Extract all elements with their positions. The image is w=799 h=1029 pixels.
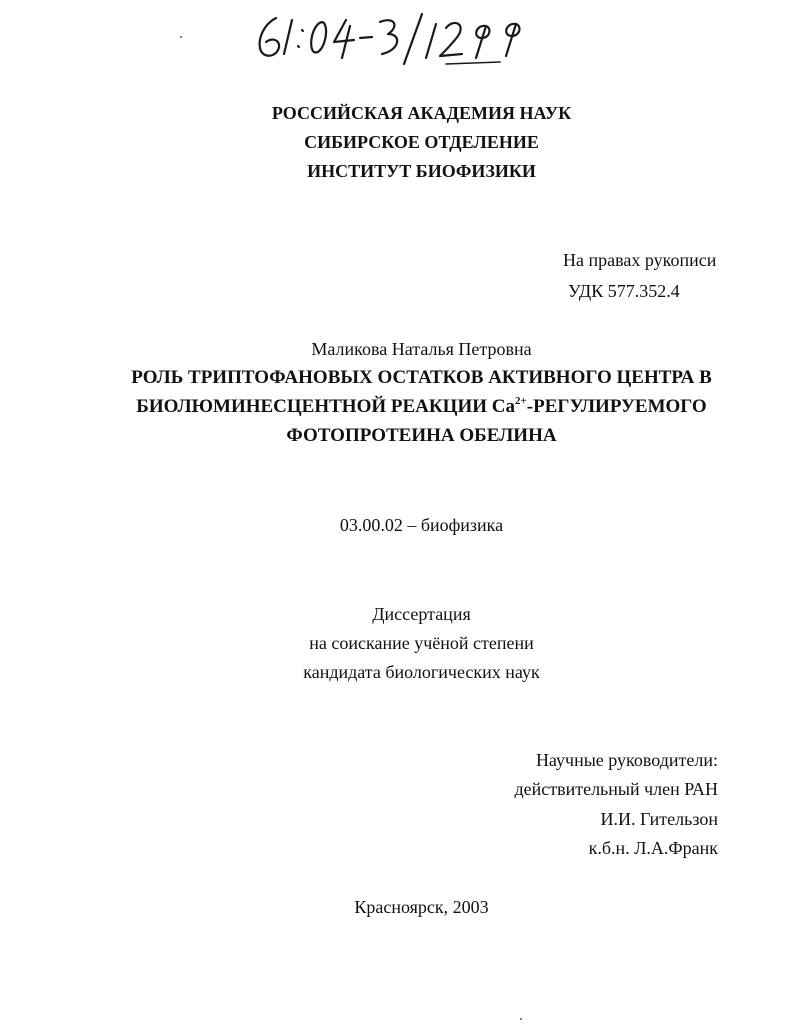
city-year: Красноярск, 2003 [354, 897, 489, 917]
scan-speck [180, 36, 182, 38]
supervisor-name-1: И.И. Гительзон [600, 809, 718, 829]
supervisor-title: действительный член РАН [514, 779, 718, 799]
manuscript-rights: На правах рукописи [563, 250, 717, 270]
scan-speck [520, 1018, 522, 1020]
dissertation-degree-line: на соискание учёной степени [309, 633, 534, 653]
institution-line-2: СИБИРСКОЕ ОТДЕЛЕНИЕ [304, 132, 539, 152]
author-name: Маликова Наталья Петровна [311, 339, 532, 359]
title-line-3: ФОТОПРОТЕИНА ОБЕЛИНА [286, 425, 557, 446]
udc-code: УДК 577.352.4 [568, 281, 680, 301]
title-line-1: РОЛЬ ТРИПТОФАНОВЫХ ОСТАТКОВ АКТИВНОГО ЦЕНТРА В [131, 367, 712, 388]
handwritten-catalog-number [250, 8, 550, 70]
title-line-2-end: -РЕГУЛИРУЕМОГО [526, 396, 707, 417]
dissertation-degree-field: кандидата биологических наук [303, 662, 540, 682]
title-line-2 [0, 396, 799, 418]
institution-line-1: РОССИЙСКАЯ АКАДЕМИЯ НАУК [271, 103, 572, 123]
supervisors-heading: Научные руководители: [535, 750, 718, 770]
calcium-charge: 2+ [514, 395, 527, 407]
institution-line-3: ИНСТИТУТ БИОФИЗИКИ [307, 161, 536, 181]
specialty-code: 03.00.02 – биофизика [339, 515, 504, 535]
dissertation-type: Диссертация [372, 604, 471, 624]
supervisor-name-2: к.б.н. Л.А.Франк [588, 838, 718, 858]
title-line-2-start: БИОЛЮМИНЕСЦЕНТНОЙ РЕАКЦИИ Са [136, 396, 515, 417]
